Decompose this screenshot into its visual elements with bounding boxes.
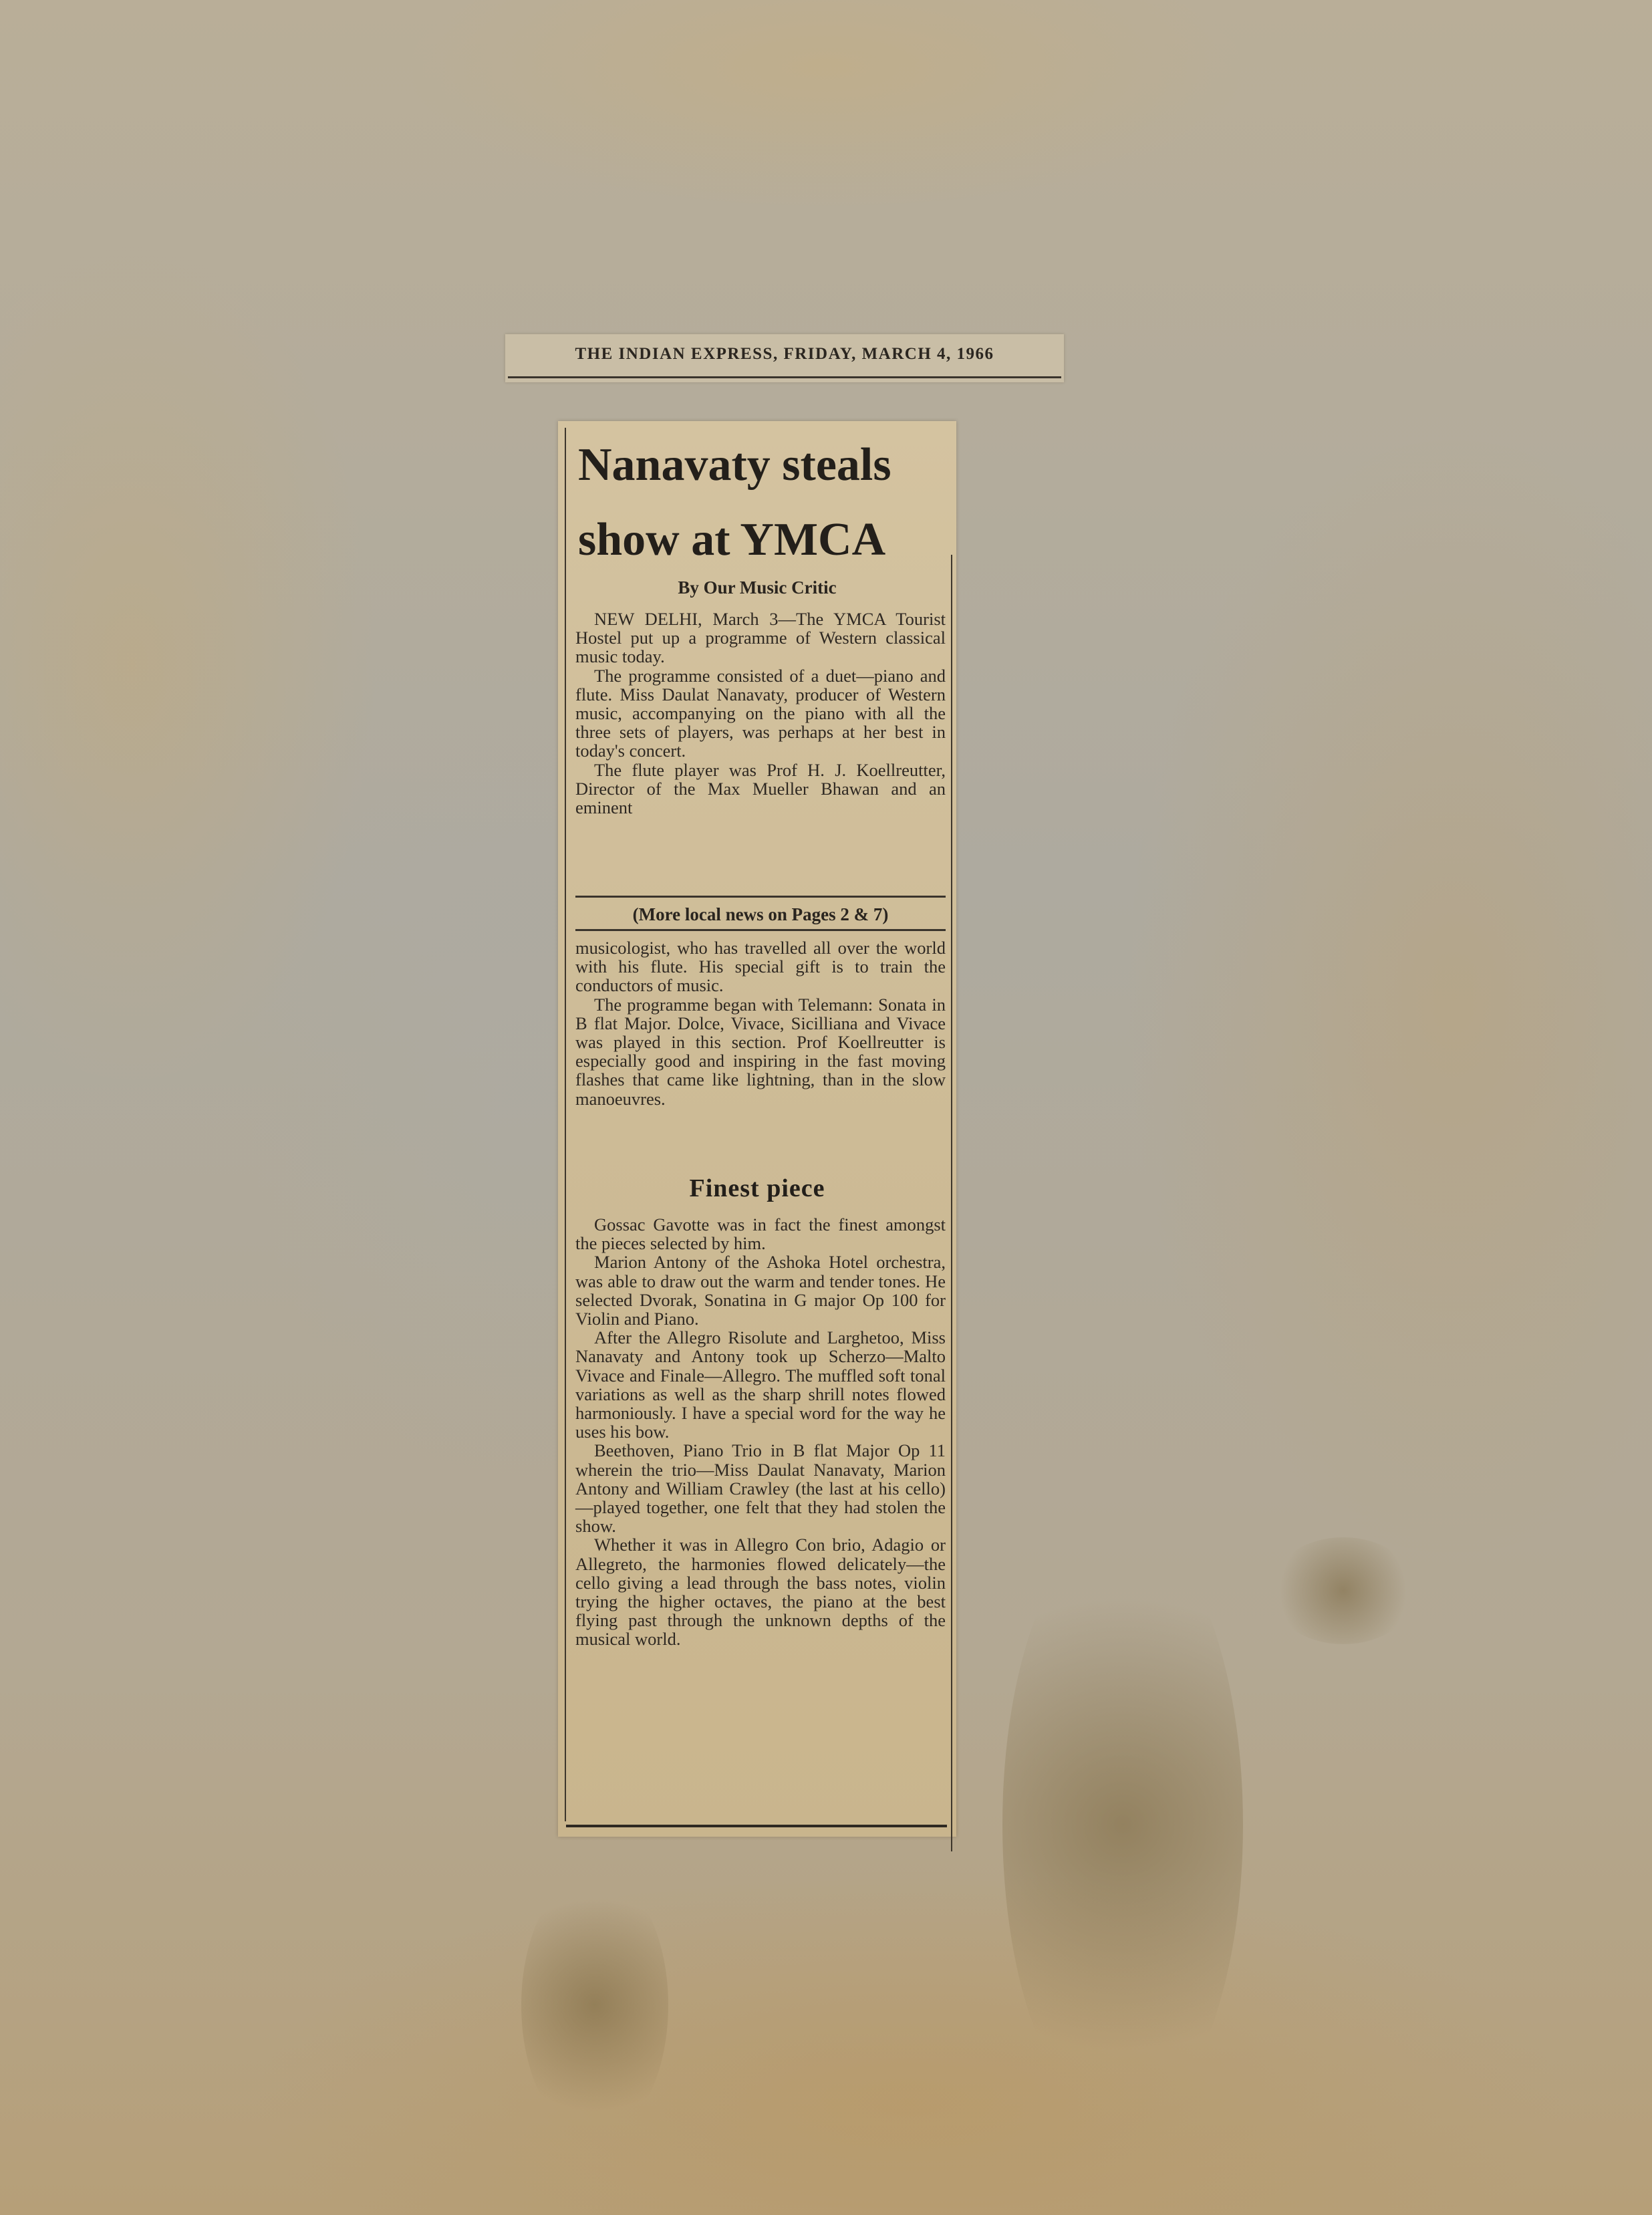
dateline: THE INDIAN EXPRESS, FRIDAY, MARCH 4, 1966	[575, 345, 994, 363]
foxing-stain	[1002, 1524, 1243, 2125]
column-rule-left	[565, 428, 566, 1821]
article-body-part-1	[575, 610, 946, 817]
paragraph: After the Allegro Risolute and Larghetoo, Miss Nanavaty and Antony took up Scherzo—Malto Vivace and Finale—Allegro. The muffled soft tonal variations as well as the sharp shrill notes flowed harmoniously. I have a special word for the way he uses his bow.	[575, 1327, 946, 1442]
paragraph: The programme consisted of a duet—piano and flute. Miss Daulat Nanavaty, producer of Western music, accompanying on the piano with all the three sets of players, was perhaps at her best in today's concert.	[575, 665, 946, 761]
paragraph: Beethoven, Piano Trio in B flat Major Op 11 wherein the trio—Miss Daulat Nanavaty, Marion Antony and William Crawley (the last at his cello)—played together, one felt that they had stolen the show.	[575, 1440, 946, 1537]
dateline-clipping	[505, 334, 1064, 382]
column-rule-right	[951, 555, 952, 1851]
subheading: Finest piece	[689, 1174, 825, 1202]
paragraph: The programme began with Telemann: Sonata in B flat Major. Dolce, Vivace, Sicilliana and Vivace was played in this section. Prof Koellreutter is especially good and inspiring in the fast moving flashes that came like lightning, than in the slow manoeuvres.	[575, 994, 946, 1109]
article-body-part-3	[575, 1215, 946, 1649]
column-rule-bottom	[566, 1825, 947, 1827]
paragraph: Marion Antony of the Ashoka Hotel orchestra, was able to draw out the warm and tender tones. He selected Dvorak, Sonatina in G major Op 100 for Violin and Piano.	[575, 1252, 946, 1329]
dateline-rule	[508, 376, 1061, 378]
foxing-stain	[1270, 1537, 1417, 1644]
more-news-notice: (More local news on Pages 2 & 7)	[575, 896, 946, 931]
article-body-part-2	[575, 938, 946, 1108]
paragraph: NEW DELHI, March 3—The YMCA Tourist Hostel put up a programme of Western classical music today.	[575, 609, 946, 667]
paragraph: Whether it was in Allegro Con brio, Adagio or Allegreto, the harmonies flowed delicately—the cello giving a lead through the bass notes, violin trying the higher octaves, the piano at the best flying past through the unknown depths of the musical world.	[575, 1535, 946, 1650]
headline-line: Nanavaty steals	[578, 439, 891, 491]
foxing-stain	[521, 1871, 668, 2139]
headline-line: show at YMCA	[578, 514, 886, 565]
paragraph: The flute player was Prof H. J. Koellreutter, Director of the Max Mueller Bhawan and an eminent	[575, 759, 946, 818]
headline	[578, 428, 939, 577]
byline: By Our Music Critic	[678, 577, 837, 598]
paragraph: musicologist, who has travelled all over the world with his flute. His special gift is to train the conductors of music.	[575, 938, 946, 996]
article-clipping	[558, 421, 956, 1837]
paragraph: Gossac Gavotte was in fact the finest amongst the pieces selected by him.	[575, 1214, 946, 1254]
